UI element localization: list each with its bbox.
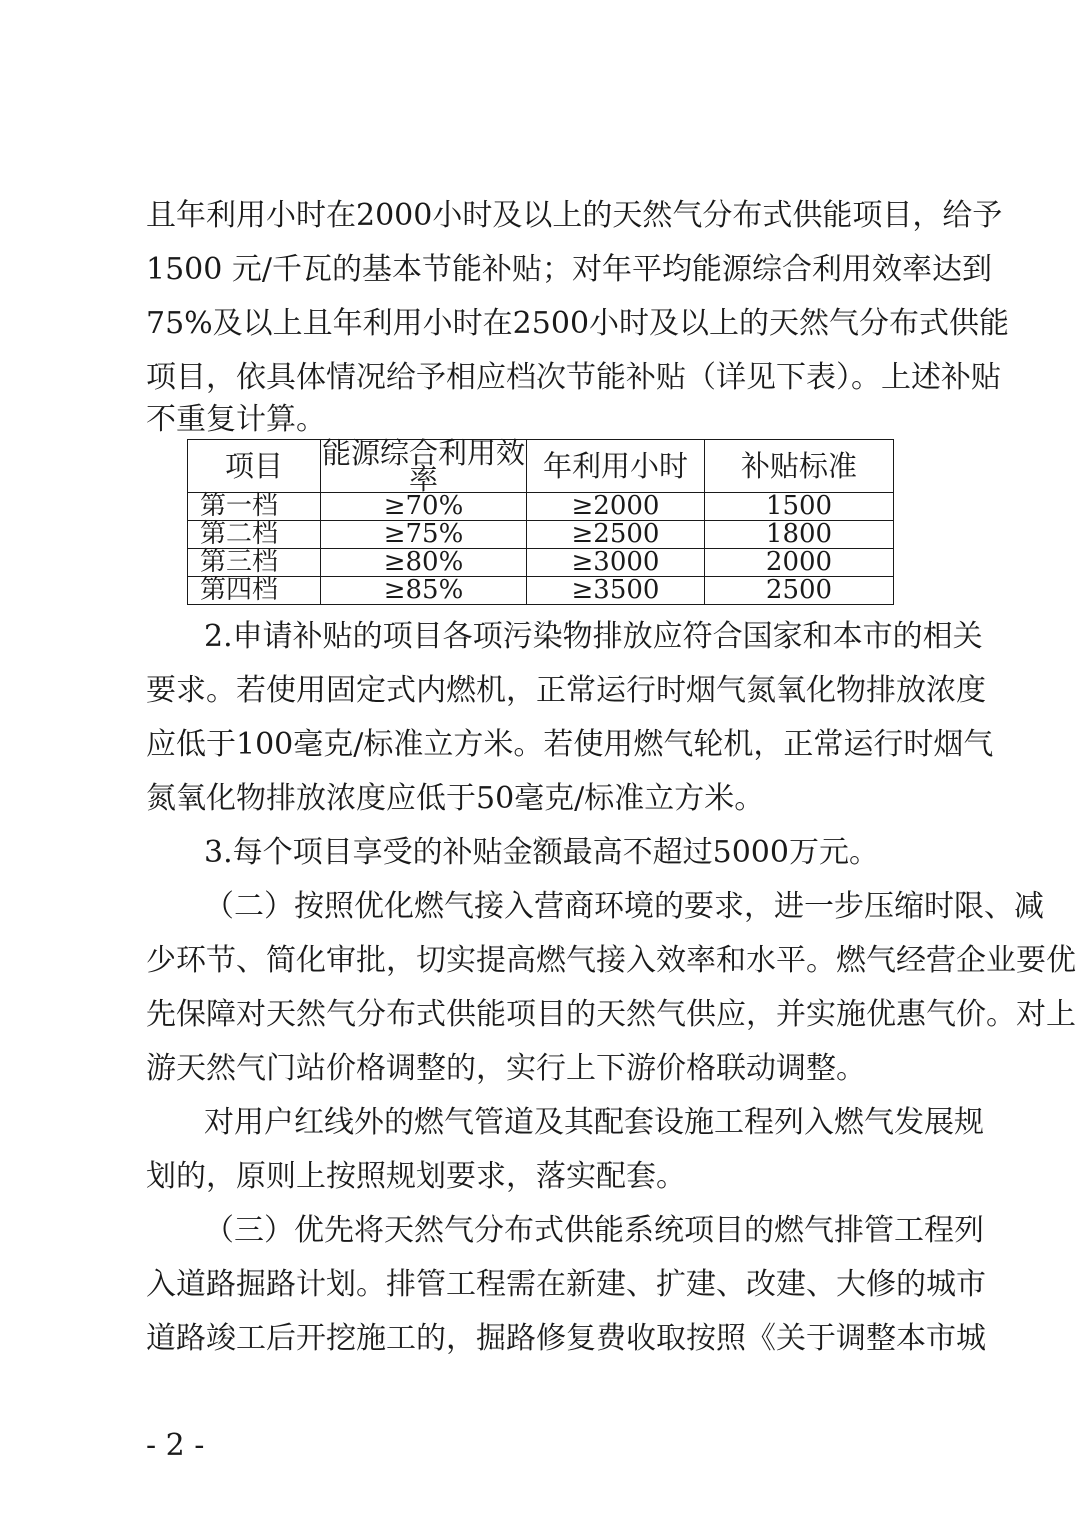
- paragraph-line: 项目，依具体情况给予相应档次节能补贴（详见下表）。上述补贴: [146, 360, 1001, 395]
- page-number: - 2 -: [146, 1428, 205, 1463]
- table-cell-standard: 1800: [705, 521, 894, 549]
- table-cell-standard: 2000: [705, 549, 894, 577]
- table-cell-standard: 1500: [705, 493, 894, 521]
- paragraph-line: （三）优先将天然气分布式供能系统项目的燃气排管工程列: [204, 1213, 984, 1248]
- table-cell-efficiency: ≥85%: [321, 577, 527, 605]
- paragraph-line: 先保障对天然气分布式供能项目的天然气供应，并实施优惠气价。对上: [146, 997, 1076, 1032]
- paragraph-line: 2.申请补贴的项目各项污染物排放应符合国家和本市的相关: [204, 619, 983, 654]
- table-header-cell: 项目: [188, 440, 321, 493]
- paragraph-line: 不重复计算。: [146, 402, 326, 437]
- subsidy-table: [187, 436, 894, 605]
- table-cell-efficiency: ≥70%: [321, 493, 527, 521]
- paragraph-line: 划的，原则上按照规划要求，落实配套。: [146, 1159, 686, 1194]
- paragraph-line: 道路竣工后开挖施工的，掘路修复费收取按照《关于调整本市城: [146, 1321, 986, 1356]
- table-cell-efficiency: ≥80%: [321, 549, 527, 577]
- paragraph-line: 75%及以上且年利用小时在2500小时及以上的天然气分布式供能: [146, 306, 1010, 341]
- table-cell-hours: ≥3500: [527, 577, 705, 605]
- paragraph-line: （二）按照优化燃气接入营商环境的要求，进一步压缩时限、减: [204, 889, 1044, 924]
- paragraph-line: 要求。若使用固定式内燃机，正常运行时烟气氮氧化物排放浓度: [146, 673, 986, 708]
- table-header-row: [188, 440, 894, 493]
- table-header-cell: 年利用小时: [527, 440, 705, 493]
- table-header-cell: 能源综合利用效率: [321, 436, 525, 496]
- paragraph-line: 1500 元/千瓦的基本节能补贴；对年平均能源综合利用效率达到: [146, 252, 992, 287]
- paragraph-line: 入道路掘路计划。排管工程需在新建、扩建、改建、大修的城市: [146, 1267, 986, 1302]
- paragraph-line: 游天然气门站价格调整的，实行上下游价格联动调整。: [146, 1051, 866, 1086]
- table-header-cell: 补贴标准: [705, 440, 894, 493]
- paragraph-line: 且年利用小时在2000小时及以上的天然气分布式供能项目，给予: [146, 198, 1003, 233]
- table-cell-hours: ≥3000: [527, 549, 705, 577]
- table-cell-hours: ≥2000: [527, 493, 705, 521]
- table-cell-tier: 第一档: [188, 493, 321, 521]
- paragraph-line: 对用户红线外的燃气管道及其配套设施工程列入燃气发展规: [204, 1105, 984, 1140]
- paragraph-line: 3.每个项目享受的补贴金额最高不超过5000万元。: [204, 835, 879, 870]
- paragraph-line: 应低于100毫克/标准立方米。若使用燃气轮机，正常运行时烟气: [146, 727, 994, 762]
- table-cell-standard: 2500: [705, 577, 894, 605]
- table-cell-hours: ≥2500: [527, 521, 705, 549]
- table-cell-tier: 第三档: [188, 549, 321, 577]
- paragraph-line: 少环节、简化审批，切实提高燃气接入效率和水平。燃气经营企业要优: [146, 943, 1076, 978]
- table-row: [188, 577, 894, 605]
- table-cell-tier: 第四档: [188, 577, 321, 605]
- table-cell-tier: 第二档: [188, 521, 321, 549]
- paragraph-line: 氮氧化物排放浓度应低于50毫克/标准立方米。: [146, 781, 765, 816]
- table-row: [188, 549, 894, 577]
- table-row: [188, 493, 894, 521]
- table-cell-efficiency: ≥75%: [321, 521, 527, 549]
- table-row: [188, 521, 894, 549]
